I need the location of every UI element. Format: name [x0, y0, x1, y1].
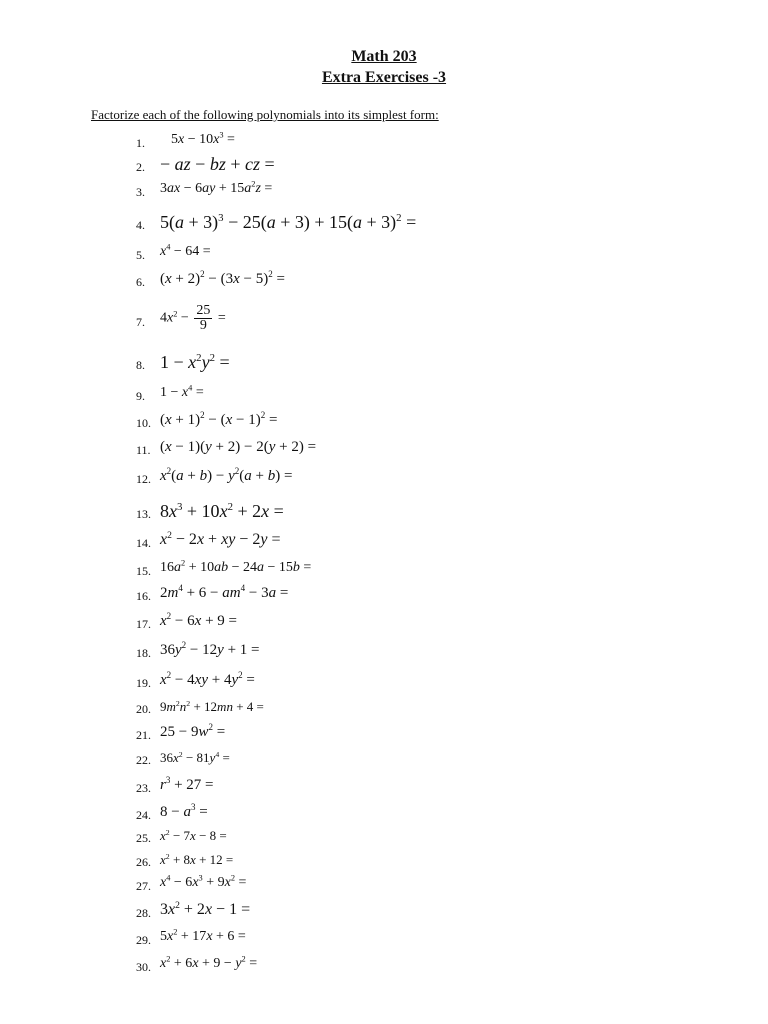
exercise-item	[0, 922, 768, 952]
exercise-number: 25.	[136, 831, 151, 845]
exercise-number: 20.	[136, 702, 151, 716]
exercise-number: 14.	[136, 536, 151, 550]
exercise-item	[0, 432, 768, 462]
exercise-number: 26.	[136, 855, 151, 869]
exercise-expression: $16a^2 + 10ab - 24a - 15b$ =	[160, 558, 312, 575]
exercise-item	[0, 264, 768, 294]
exercise-number: 23.	[136, 781, 151, 795]
exercise-number: 17.	[136, 617, 151, 631]
exercise-item	[0, 949, 768, 979]
exercise-expression: $8 - a^3$ =	[160, 801, 208, 820]
exercise-item	[0, 606, 768, 636]
exercise-expression: $x^2 - 2x$ + xy − 2y =	[160, 529, 281, 548]
exercise-expression: − az − bz + cz =	[160, 154, 275, 174]
exercise-expression: $x^2(a + b) - y^2(a + b)$ =	[160, 465, 293, 484]
exercise-item	[0, 461, 768, 491]
exercise-expression: $(x + 1)^2 - (x - 1)^2$ =	[160, 409, 278, 428]
exercise-number: 8.	[136, 358, 145, 372]
exercise-expression: $5x - 10x^3$ =	[171, 130, 235, 147]
exercise-item	[0, 304, 768, 334]
exercise-number: 6.	[136, 275, 145, 289]
instructions: Factorize each of the following polynomials into its simplest form:	[91, 107, 439, 122]
exercise-number: 13.	[136, 507, 151, 521]
exercise-number: 28.	[136, 906, 151, 920]
exercise-expression: $3ax - 6ay + 15a^2z$ =	[160, 179, 273, 196]
exercise-expression: $x^2 + 8x + 12$ =	[160, 851, 234, 867]
exercise-expression: $3x^2 + 2x - 1$ =	[160, 899, 251, 918]
exercise-number: 11.	[136, 443, 151, 457]
exercise-number: 19.	[136, 676, 151, 690]
exercise-item	[0, 207, 768, 237]
exercise-expression: $5x^2 + 17x + 6$ =	[160, 927, 246, 944]
course-title: Math 203	[351, 48, 417, 65]
exercise-expression: $x^2 + 6x + 9 - y^2$ =	[160, 954, 258, 971]
exercise-number: 29.	[136, 933, 151, 947]
exercise-number: 3.	[136, 185, 145, 199]
exercise-expression: $x^2 - 7x - 8$ =	[160, 827, 227, 843]
exercise-expression: $36y^2 - 12y + 1$ =	[160, 639, 260, 658]
exercise-number: 24.	[136, 808, 151, 822]
exercise-item	[0, 405, 768, 435]
exercise-expression: $r^3 + 27$ =	[160, 774, 214, 793]
exercise-number: 7.	[136, 315, 145, 329]
exercise-expression: $1 - x^2y^2$ =	[160, 351, 230, 372]
exercise-item	[0, 578, 768, 608]
exercise-expression: $8x^3 + 10x^2 + 2x$ =	[160, 500, 284, 521]
exercise-item	[0, 378, 768, 408]
exercise-number: 22.	[136, 753, 151, 767]
exercise-expression: $x^4 - 6x^3 + 9x^2$ =	[160, 873, 247, 890]
exercise-number: 10.	[136, 416, 151, 430]
exercise-item	[0, 237, 768, 267]
exercise-expression: $25 - 9w^2$ =	[160, 721, 226, 740]
exercise-number: 12.	[136, 472, 151, 486]
exercise-item	[0, 525, 768, 555]
exercise-number: 16.	[136, 589, 151, 603]
exercise-expression: (x − 1)(y + 2) − 2(y + 2) =	[160, 438, 317, 455]
exercise-expression: $36x^2 - 81y^4$ =	[160, 749, 230, 765]
exercise-number: 1.	[136, 136, 145, 150]
exercise-expression: $2m^4 + 6 - am^4 - 3a$ =	[160, 582, 289, 601]
exercise-item	[0, 742, 768, 772]
exercise-number: 30.	[136, 960, 151, 974]
exercise-expression: $1 - x^4$ =	[160, 383, 204, 400]
exercise-item	[0, 347, 768, 377]
exercise-number: 15.	[136, 564, 151, 578]
exercise-number: 4.	[136, 218, 145, 232]
exercise-item	[0, 174, 768, 204]
exercise-item	[0, 635, 768, 665]
exercise-expression: $9m^2n^2 + 12mn + 4$ =	[160, 698, 264, 714]
exercise-number: 27.	[136, 879, 151, 893]
worksheet-subtitle: Extra Exercises -3	[321, 69, 447, 86]
exercise-expression: $5(a + 3)^3 - 25(a + 3) + 15(a + 3)^2$ =	[160, 211, 417, 232]
exercise-number: 9.	[136, 389, 145, 403]
exercise-expression: $x^4 - 64$ =	[160, 242, 211, 259]
exercise-item	[0, 868, 768, 898]
exercise-number: 21.	[136, 728, 151, 742]
exercise-item	[0, 496, 768, 526]
exercise-item	[0, 895, 768, 925]
exercise-expression: $4x^2$ − $\frac{25}{9}$ =	[160, 303, 226, 333]
exercise-number: 18.	[136, 646, 151, 660]
exercise-expression: $x^2 - 4xy + 4y^2$ =	[160, 669, 255, 688]
exercise-expression: $(x + 2)^2 - (3x - 5)^2$ =	[160, 268, 285, 287]
exercise-number: 5.	[136, 248, 145, 262]
exercise-expression: $x^2 - 6x + 9$ =	[160, 610, 237, 629]
exercise-number: 2.	[136, 160, 145, 174]
exercise-item	[0, 770, 768, 800]
